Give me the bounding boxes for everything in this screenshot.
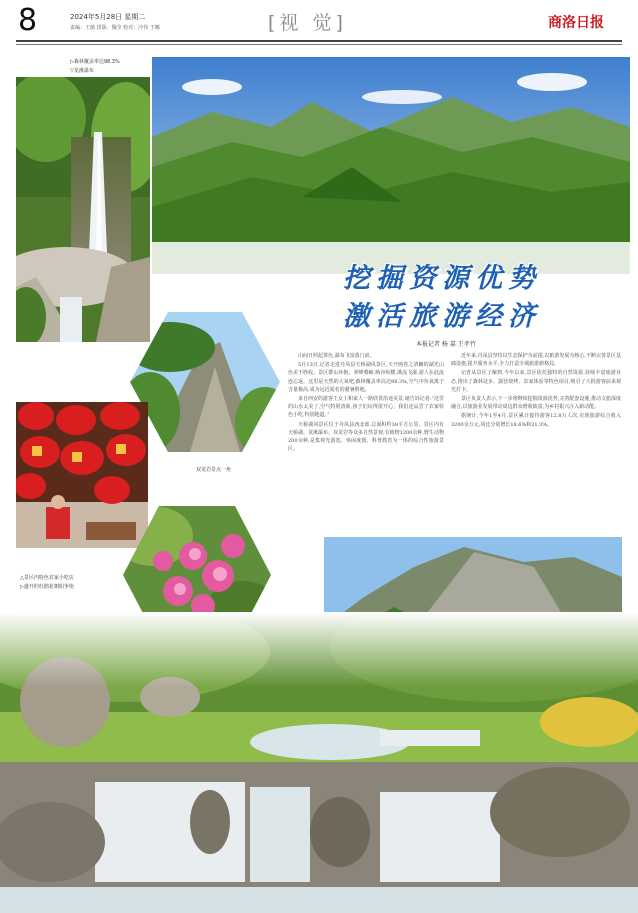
- paragraph: 山间日照起雾色,瀑布飞泉落门前。: [298, 353, 375, 359]
- paragraph: 近年来,丹凤县坚持以生态保护为前提,以旅游发展为核心,不断完善景区基础设施,提升服务水平,全力打造全域旅游新格局。: [451, 353, 621, 368]
- article-title-line-2: 激活旅游经济: [343, 301, 541, 332]
- issue-date: 2024年5月28日 星期二: [70, 13, 146, 21]
- paragraph: 来自西安的游客王女士和家人一路欣赏沿途美景,她告诉记者:“这里的山水太美了,空气特别清新,孩子们玩得很开心。我们还品尝了农家特色小吃,特别地道。”: [288, 396, 444, 419]
- paragraph: 5月13日,记者走进丹凤县天桥湖风景区,天开画卷之清幽的湖光山色美不胜收。景区群山环抱、翠峰叠嶂,峡谷纵横,溪流飞瀑,游人在此流连忘返。这里是天然的大氧吧,森林覆盖率高达98.3%,空气中负氧离子含量极高,成为远近闻名的避暑胜地。: [288, 362, 444, 393]
- article-column-2: [451, 352, 621, 532]
- article-title-line-1: 挖掘资源优势: [343, 263, 541, 294]
- paragraph: 据统计,今年1至4月,景区累计接待游客12.8万人次,实现旅游综合收入3200余万元,同比分别增长18.6%和21.3%。: [451, 413, 621, 428]
- section-title: [视 觉]: [268, 12, 347, 34]
- rock-peak-photo: [130, 312, 280, 452]
- stream-cascade-photo: [0, 612, 638, 913]
- waterfall-caption-1: ▷森林覆盖率达98.3%: [70, 59, 120, 65]
- azalea-caption: ▷盛开的杜鹃花朝阳争艳: [20, 584, 74, 590]
- page-number: 8: [18, 3, 38, 38]
- article-column-1: [288, 352, 444, 532]
- mountain-panorama-photo: [152, 57, 630, 274]
- paragraph: 记者从景区了解到,今年以来,景区依托独特的自然资源,持续丰富旅游业态,推出了森林徒步、露营烧烤、农家体验等特色项目,吸引了大批游客前来观光打卡。: [451, 370, 621, 393]
- waterfall-photo: [16, 77, 150, 342]
- article-byline: 本报记者 杨 嘉 王孝竹: [416, 341, 476, 348]
- header-rule: [16, 40, 622, 42]
- waterfall-caption-2: ▽龙湫瀑布: [70, 68, 94, 74]
- paragraph: 天桥湖风景区位于丹凤县西北部,总面积约38平方公里。景区内有天桥湖、龙湫瀑布、双龙岩等众多自然景观,有植物1200余种,野生动物200余种,是集观光游览、休闲度假、科普教育为一体的综合性旅游景区。: [288, 421, 444, 453]
- lantern-caption: △景区内特色农家小吃店: [20, 575, 74, 581]
- newspaper-logo: 商洛日报: [548, 15, 604, 31]
- page-header: [0, 0, 638, 42]
- header-rule-thin: [16, 44, 622, 45]
- rock-peak-caption: 双龙岩景点一角: [196, 467, 232, 473]
- editor-credits: 责编：王薇 排版：魏莹 校对：冷伟 王娜: [70, 25, 160, 31]
- paragraph: 景区负责人表示,下一步将继续挖掘资源优势,完善配套设施,推动文旅深度融合,以旅游业发展带动周边群众增收致富,为乡村振兴注入新动能。: [451, 396, 621, 411]
